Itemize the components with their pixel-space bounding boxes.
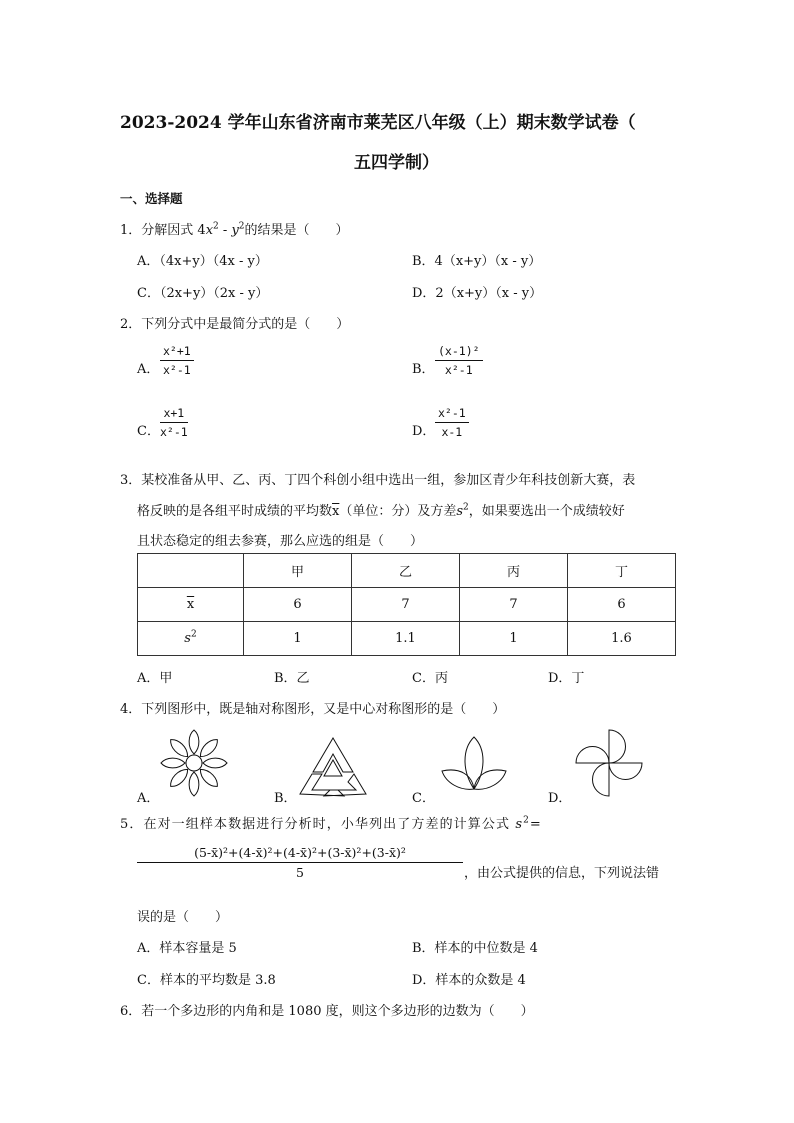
flower-figure[interactable] bbox=[160, 729, 228, 797]
question-5-option-c[interactable]: C．样本的平均数是 3.8 bbox=[137, 973, 276, 988]
table-cell: 6 bbox=[244, 588, 352, 622]
question-2-stem: 2．下列分式中是最简分式的是（ ） bbox=[120, 317, 350, 332]
question-1-option-d[interactable]: D．2（x+y）（x - y） bbox=[412, 286, 543, 301]
question-5-line3: 误的是（ ） bbox=[137, 910, 229, 925]
question-2-option-c-fraction[interactable] bbox=[160, 406, 188, 439]
question-4-option-a[interactable]: A． bbox=[137, 791, 160, 806]
table-header-cell bbox=[138, 554, 244, 588]
lotus-figure[interactable] bbox=[438, 735, 510, 795]
fraction-numerator: (x-1)² bbox=[435, 344, 483, 361]
formula-numerator: (5-x̄)²+(4-x̄)²+(4-x̄)²+(3-x̄)²+(3-x̄)² bbox=[137, 845, 463, 863]
table-header-cell: 丙 bbox=[460, 554, 568, 588]
table-cell: 1 bbox=[244, 622, 352, 656]
score-table bbox=[137, 553, 676, 656]
question-3-line2: 格反映的是各组平时成绩的平均数$\overline{x}$（单位：分）及方差$s^2$，如果要选出一个成绩较好 bbox=[137, 502, 625, 519]
table-row bbox=[138, 588, 676, 622]
fraction-denominator: x²-1 bbox=[444, 363, 473, 377]
question-1-option-b[interactable]: B．4（x+y）（x - y） bbox=[412, 254, 542, 269]
table-row-label-mean: $\overline{x}$ bbox=[138, 588, 244, 622]
table-cell: 6 bbox=[568, 588, 676, 622]
table-cell: 7 bbox=[352, 588, 460, 622]
table-cell: 1 bbox=[460, 622, 568, 656]
table-header-cell: 丁 bbox=[568, 554, 676, 588]
question-2-option-a-fraction[interactable] bbox=[160, 344, 194, 377]
table-header-cell: 甲 bbox=[244, 554, 352, 588]
table-header-row bbox=[138, 554, 676, 588]
table-cell: 1.1 bbox=[352, 622, 460, 656]
question-3-line1: 3．某校准备从甲、乙、丙、丁四个科创小组中选出一组，参加区青少年科技创新大赛，表 bbox=[120, 473, 636, 488]
question-6-stem: 6．若一个多边形的内角和是 1080 度，则这个多边形的边数为（ ） bbox=[120, 1004, 534, 1019]
question-2-option-d-label[interactable]: D． bbox=[412, 424, 436, 439]
question-1-stem: 1．分解因式 $4x^2 - y^2$的结果是（ ） bbox=[120, 221, 349, 238]
fraction-numerator: x+1 bbox=[160, 406, 188, 423]
question-3-option-d[interactable]: D．丁 bbox=[548, 671, 585, 686]
fraction-numerator: x²-1 bbox=[435, 406, 469, 423]
question-2-option-a-label[interactable]: A． bbox=[137, 362, 160, 377]
variance-formula bbox=[137, 845, 463, 880]
question-3-option-a[interactable]: A．甲 bbox=[137, 671, 173, 686]
pinwheel-figure[interactable] bbox=[574, 728, 644, 798]
question-2-option-c-label[interactable]: C． bbox=[137, 424, 160, 439]
question-3-option-b[interactable]: B．乙 bbox=[274, 671, 310, 686]
question-5-line2-tail: ，由公式提供的信息，下列说法错 bbox=[464, 866, 660, 881]
question-2-option-d-fraction[interactable] bbox=[435, 406, 469, 439]
question-4-option-d[interactable]: D． bbox=[548, 791, 572, 806]
formula-denominator: 5 bbox=[296, 865, 304, 880]
fraction-denominator: x²-1 bbox=[163, 363, 191, 377]
question-4-option-b[interactable]: B． bbox=[274, 791, 297, 806]
table-header-cell: 乙 bbox=[352, 554, 460, 588]
question-5-option-d[interactable]: D．样本的众数是 4 bbox=[412, 973, 526, 988]
question-3-line3: 且状态稳定的组去参赛，那么应选的组是（ ） bbox=[137, 534, 424, 549]
question-1-option-a[interactable]: A．（4x+y）（4x - y） bbox=[137, 254, 268, 269]
question-5-option-b[interactable]: B．样本的中位数是 4 bbox=[412, 941, 538, 956]
question-4-stem: 4．下列图形中，既是轴对称图形，又是中心对称图形的是（ ） bbox=[120, 702, 506, 717]
table-row bbox=[138, 622, 676, 656]
section-heading: 一、选择题 bbox=[120, 191, 183, 206]
exam-title-line2: 五四学制） bbox=[354, 153, 439, 173]
table-row-label-variance: $s^2$ bbox=[138, 622, 244, 656]
question-5-option-a[interactable]: A．样本容量是 5 bbox=[137, 941, 237, 956]
question-4-option-c[interactable]: C． bbox=[412, 791, 435, 806]
recycle-triangle-figure[interactable] bbox=[298, 736, 368, 798]
fraction-numerator: x²+1 bbox=[160, 344, 194, 361]
table-cell: 1.6 bbox=[568, 622, 676, 656]
question-3-option-c[interactable]: C．丙 bbox=[412, 671, 448, 686]
exam-title-line1: 2023-2024 学年山东省济南市莱芜区八年级（上）期末数学试卷（ bbox=[120, 113, 636, 133]
fraction-denominator: x-1 bbox=[441, 425, 463, 439]
question-2-option-b-fraction[interactable] bbox=[435, 344, 483, 377]
question-2-option-b-label[interactable]: B． bbox=[412, 362, 435, 377]
table-cell: 7 bbox=[460, 588, 568, 622]
question-1-option-c[interactable]: C．（2x+y）（2x - y） bbox=[137, 286, 269, 301]
fraction-denominator: x²-1 bbox=[160, 425, 188, 439]
question-5-line1: 5．在对一组样本数据进行分析时，小华列出了方差的计算公式 $s^2=$ bbox=[120, 815, 542, 832]
